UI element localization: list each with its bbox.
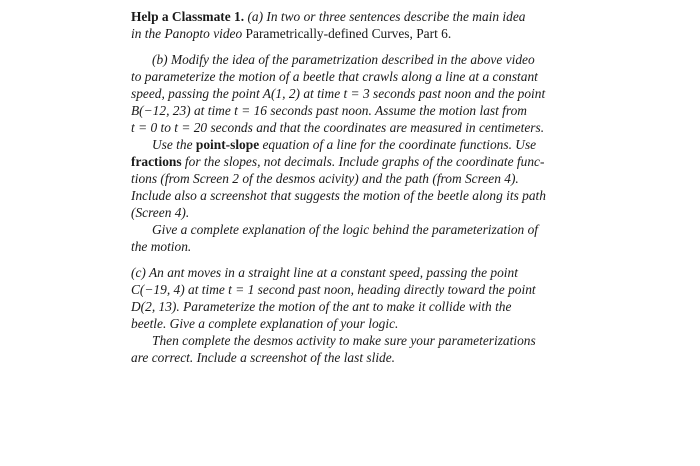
part-a-text: (a) In two or three sentences describe the main idea — [247, 9, 526, 24]
part-a-video-title: Parametrically-defined Curves, Part 6. — [242, 26, 452, 41]
part-b-line-9: Include also a screenshot that suggests the motion of the beetle along its path — [131, 188, 546, 203]
part-c-then-line-1: Then complete the desmos activity to make sure your parameterizations — [152, 333, 536, 348]
part-b-fractions-line — [131, 153, 544, 170]
part-c-line-3: D(2, 13). Parameterize the motion of the ant to make it collide with the — [131, 299, 512, 314]
fractions-suffix: for the slopes, not decimals. Include graphs of the coordinate func- — [181, 154, 545, 169]
part-b-line-1: (b) Modify the idea of the parametrization described in the above video — [152, 52, 535, 67]
part-b-use-line — [152, 136, 536, 153]
part-c-line-2: C(−19, 4) at time t = 1 second past noon, heading directly toward the point — [131, 282, 536, 297]
part-b-line-10: (Screen 4). — [131, 205, 190, 220]
part-c-line-4: beetle. Give a complete explanation of your logic. — [131, 316, 399, 331]
part-b-line-8: tions (from Screen 2 of the desmos acivity) and the path (from Screen 4). — [131, 171, 519, 186]
part-b-line-3: speed, passing the point A(1, 2) at time t = 3 seconds past noon and the point — [131, 86, 546, 101]
use-suffix: equation of a line for the coordinate functions. Use — [259, 137, 537, 152]
problem-heading: Help a Classmate 1. — [131, 9, 245, 24]
part-a-line-1 — [131, 8, 525, 25]
part-b-line-4: B(−12, 23) at time t = 16 seconds past noon. Assume the motion last from — [131, 103, 527, 118]
part-b-explain-line-2: the motion. — [131, 239, 192, 254]
part-b-line-5: t = 0 to t = 20 seconds and that the coordinates are measured in centimeters. — [131, 120, 545, 135]
part-b-line-2: to parameterize the motion of a beetle that crawls along a line at a constant — [131, 69, 538, 84]
part-c-then-line-2: are correct. Include a screenshot of the last slide. — [131, 350, 396, 365]
part-b-explain-line-1: Give a complete explanation of the logic behind the parameterization of — [152, 222, 539, 237]
point-slope-term: point-slope — [195, 137, 260, 152]
use-prefix: Use the — [152, 137, 196, 152]
part-a-video-ref: in the Panopto video — [131, 26, 243, 41]
fractions-term: fractions — [131, 154, 182, 169]
part-a-line-2 — [131, 25, 451, 42]
part-c-line-1: (c) An ant moves in a straight line at a constant speed, passing the point — [131, 265, 518, 280]
